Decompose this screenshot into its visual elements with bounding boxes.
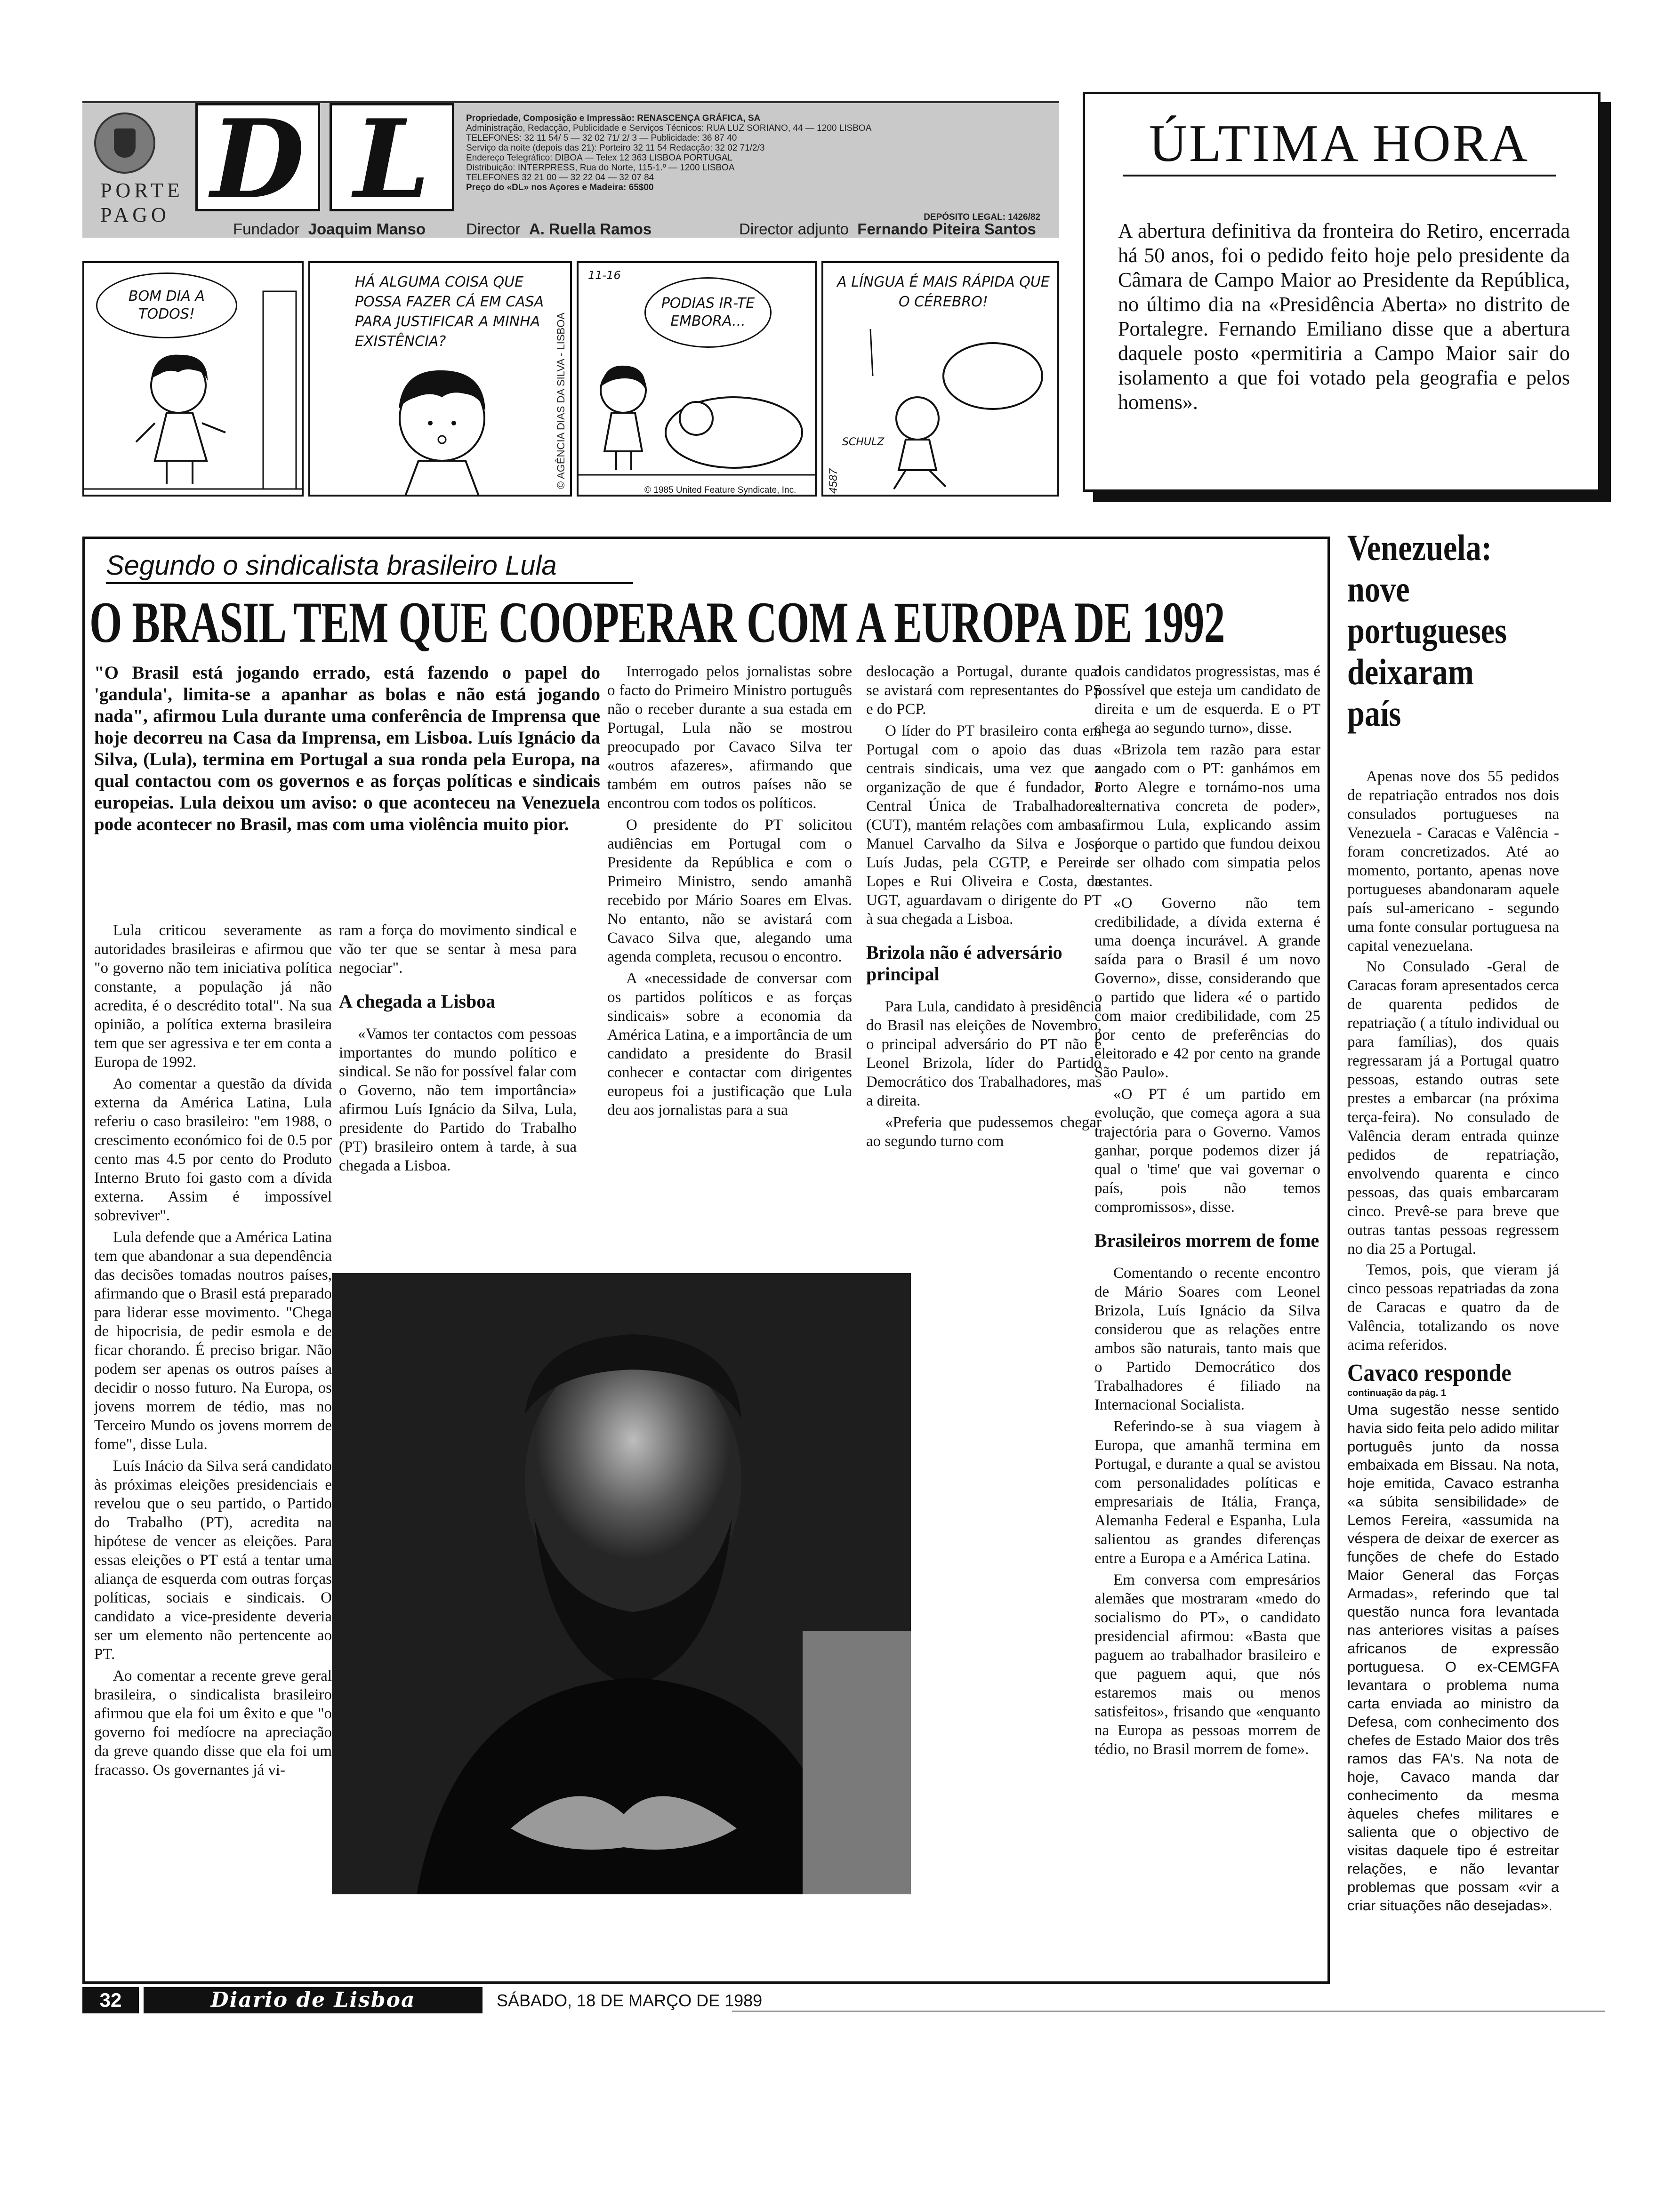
paragraph: ram a força do movimento sindical e vão ter que se sentar à mesa para negociar". (339, 922, 577, 977)
paragraph: Ao comentar a recente greve geral brasileira, o sindicalista brasileiro afirmou que ela foi um êxito e que "o governo foi medíocre na apreciação da greve quando disse que ela foi um fracasso. Os governantes já vi- (94, 1667, 332, 1779)
paragraph: dois candidatos progressistas, mas é possível que esteja um candidato de direita e um de esquerda. E o PT chega ao segundo turno», disse. (1094, 663, 1320, 737)
lucy-and-beanbag-icon (579, 263, 817, 497)
section-heading-chegada: A chegada a Lisboa (339, 991, 496, 1012)
section-heading-fome: Brasileiros morrem de fome (1094, 1230, 1319, 1251)
info-line: Endereço Telegráfico: DIBOA — Telex 12 363 LISBOA PORTUGAL (466, 153, 733, 163)
article-column-1 (94, 921, 332, 1782)
info-line: Administração, Redacção, Publicidade e Serviços Técnicos: RUA LUZ SORIANO, 44 — 1200 LISBOA (466, 123, 872, 133)
comic-code: 4587 (827, 468, 840, 494)
lucy-portrait-icon (310, 263, 572, 497)
continuation-note: continuação da pág. 1 (1347, 1388, 1447, 1398)
comic-panel-2 (308, 261, 572, 497)
coat-of-arms-icon (94, 112, 155, 174)
paragraph: «O PT é um partido em evolução, que começa agora a sua trajectória para o Governo. Vamos ganhar, porque podemos dizer já qual o 'time' que vai governar o país, pois não temos compromissos», disse. (1094, 1086, 1320, 1216)
speech-bubble: BOM DIA A TODOS! (96, 272, 237, 338)
cavaco-headline: Cavaco responde (1347, 1360, 1512, 1387)
page-number: 32 (82, 1987, 139, 2013)
paragraph: «Preferia que pudessemos chegar ao segundo turno com (866, 1114, 1102, 1150)
venezuela-paragraph: Apenas nove dos 55 pedidos de repatriação entrados nos dois consulados portugueses na Venezuela - Caracas e Valência - foram concretizados. Até ao momento, portanto, apenas nove portugueses abandonaram aquele país sul-americano - segundo uma fonte consular portuguesa na capital venezuelana. (1347, 768, 1559, 954)
info-line: Propriedade, Composição e Impressão: RENASCENÇA GRÁFICA, SA (466, 113, 761, 123)
paragraph: «Vamos ter contactos com pessoas importantes do mundo político e sindical. Se não for possível falar com o Governo, não tem importância» afirmou Luís Ignácio da Silva, Lula, presidente do Partido do Trabalho (PT) brasileiro ontem à tarde, à sua chegada a Lisboa. (339, 1026, 577, 1174)
paragraph: Comentando o recente encontro de Mário Soares com Leonel Brizola, Luís Ignácio da Silva considerou que as relações entre ambos são naturais, tanto mais que o Partido Democrático dos Trabalhadores é filiado na Internacional Socialista. (1094, 1265, 1320, 1413)
speech-text: A LÍNGUA É MAIS RÁPIDA QUE O CÉREBRO! (837, 274, 1050, 310)
section-heading-brizola: Brizola não é adversário principal (866, 942, 1062, 985)
article-column-3 (607, 662, 852, 1122)
cavaco-body: Uma sugestão nesse sentido havia sido feita pelo adido militar português junto da nossa embaixada em Bissau. Na nota, hoje emitida, Cavaco estranha «a súbita sensibilidade» de Lemos Fereira, «assumida na véspera de deixar de exercer as funções de chefe do Estado Maior General das Forças Armadas», referindo que tal questão nunca fora levantada nas anteriores visitas a países africanos de expressão portuguesa. O ex-CEMGFA levantara o problema numa carta enviada ao ministro da Defesa, com conhecimento dos chefes de Estado Maior dos três ramos das FA's. Na nota de hoje, Cavaco manda dar conhecimento da mesma àqueles chefes militares e salienta que o objectivo de visitas daquele tipo é estreitar relações, e não levantar problemas que possam «vir a criar situações não desejadas». (1347, 1402, 1559, 1914)
porte-pago-stamp: PORTE PAGO (100, 179, 184, 226)
article-kicker: Segundo o sindicalista brasileiro Lula (106, 549, 633, 584)
paragraph: O líder do PT brasileiro conta em Portugal com o apoio das duas centrais sindicais, uma vez que a organização de que é fundador, a Central Única de Trabalhadores (CUT), mantém relações com ambas. Manuel Carvalho da Silva e José Luís Judas, pela CGTP, e Pereira Lopes e Rui Oliveira e Costa, da UGT, aguardavam o dirigente do PT à sua chegada a Lisboa. (866, 722, 1102, 928)
paragraph: deslocação a Portugal, durante qual se avistará com representantes do PS e do PCP. (866, 663, 1102, 718)
portrait-photo-icon (332, 1273, 911, 1894)
main-article (82, 537, 1330, 1984)
article-column-5 (1094, 662, 1320, 1762)
comic-strip (82, 261, 1059, 499)
deposito-legal: DEPÓSITO LEGAL: 1426/82 (924, 212, 1040, 222)
article-headline: O BRASIL TEM QUE COOPERAR COM A EUROPA DE 1992 (89, 590, 1225, 655)
info-line: TELEFONES: 32 11 54/ 5 — 32 02 71/ 2/ 3 — Publicidade: 36 87 40 (466, 133, 737, 143)
article-column-4 (866, 662, 1102, 1154)
paragraph: A «necessidade de conversar com os partidos políticos e as forças sindicais» sobre a economia da América Latina, e a importância de um candidato a presidente do Brasil conhecer e contactar com dirigentes europeus foi a justificação que Lula deu aos jornalistas para a sua (607, 970, 852, 1119)
linus-running-icon (823, 263, 1059, 497)
lucy-figure-icon (84, 263, 304, 497)
paragraph: Interrogado pelos jornalistas sobre o facto do Primeiro Ministro português não o receber durante a sua estada em Portugal, Lula não se mostrou preocupado por Cavaco Silva ter «outros afazeres», afirmando que também em outros países não se encontrou com todos os políticos. (607, 663, 852, 812)
founder: Fundador Joaquim Manso (233, 220, 426, 238)
paragraph: Luís Inácio da Silva será candidato às próximas eleições presidenciais e revelou que o seu partido, o Partido do Trabalho (PT), acredita na hipótese de vencer as eleições. Para essas eleições o PT está a tentar uma aliança de esquerda com outras forças políticas, sociais e sindicais. O candidato a vice-presidente deveria ser um elemento não pertencente ao PT. (94, 1458, 332, 1663)
info-line: Serviço da noite (depois das 21): Porteiro 32 11 54 Redacção: 32 02 71/2/3 (466, 143, 765, 153)
speech-bubble: PODIAS IR-TE EMBORA... (644, 277, 772, 348)
comic-panel-3 (577, 261, 817, 497)
ultima-hora-body: A abertura definitiva da fronteira do Retiro, encerrada há 50 anos, foi o pedido feito hoje pelo presidente da Câmara de Campo Maior ao Presidente da República, no último dia na «Presidência Aberta» no distrito de Portalegre. Fernando Emiliano disse que a abertura daquele posto «permitiria a Campo Maior sair do isolamento a que foi votado pela geografia e pelos homens». (1118, 219, 1570, 414)
ultima-hora-box (1083, 92, 1601, 492)
info-line: Preço do «DL» nos Açores e Madeira: 65$00 (466, 183, 654, 192)
logo-letter-d: D (195, 103, 320, 211)
paragraph: Lula defende que a América Latina tem que abandonar a sua dependência das decisões tomadas noutros países, afirmando que o Brasil está preparado para liderar esse movimento. "Chega de hipocrisia, de pedir esmola e de ficar chorando. É preciso brigar. Não podem ser apenas os outros países a decidir o nosso futuro. Na Europa, os jovens morrem de tédio, mas no Terceiro Mundo os jovens morrem de fome", disse Lula. (94, 1229, 332, 1453)
deputy-director: Director adjunto Fernando Piteira Santos (739, 220, 1036, 238)
venezuela-paragraph: Temos, pois, que vieram já cinco pessoas repatriadas da zona de Caracas e quatro da de Valência, totalizando os nove acima referidos. (1347, 1261, 1559, 1354)
paragraph: Ao comentar a questão da dívida externa da América Latina, Lula referiu o caso brasileiro: "em 1988, o crescimento económico foi de 0.5 por cento mas 4.5 por cento do Produto Interno Bruto foi gasto com a dívida externa. Assim é impossível sobreviver". (94, 1075, 332, 1224)
article-lead: "O Brasil está jogando errado, está fazendo o papel do 'gandula', limita-se a apanhar as bolas e não está jogando nada", afirmou Lula durante uma conferência de Imprensa que hoje decorreu na Casa da Imprensa, em Lisboa. Luís Ignácio da Silva, (Lula), termina em Portugal a sua ronda pela Europa, na qual contactou com os governos e as forças políticas e sindicais europeias. Lula deixou um aviso: o que aconteceu na Venezuela pode acontecer no Brasil, mas com uma violência muito pior. (94, 663, 600, 834)
paragraph: Em conversa com empresários alemães que mostraram «medo do socialismo do PT», o candidato presidencial afirmou: «Basta que paguem ao trabalhador brasileiro e que paguem aqui, que nós estaremos mais ou menos satisfeitos», frisando que «enquanto na Europa as pessoas morrem de tédio, no Brasil morrem de fome». (1094, 1571, 1320, 1758)
paragraph: Lula criticou severamente as autoridades brasileiras e afirmou que "o governo não tem iniciativa política constante, a população já não acredita, é o descrédito total". Na sua opinião, a política externa brasileira tem que ser agressiva e ter em conta a Europa de 1992. (94, 922, 332, 1071)
paragraph: Referindo-se à sua viagem à Europa, que amanhã termina em Portugal, e durante a qual se avistou com personalidades políticas e empresariais de Itália, França, Alemanha Federal e Espanha, Lula salientou as grandes diferenças entre a Europa e a América Latina. (1094, 1418, 1320, 1567)
speech-text: HÁ ALGUMA COISA QUE POSSA FAZER CÁ EM CASA PARA JUSTIFICAR A MINHA EXISTÊNCIA? (355, 274, 544, 350)
article-column-2 (339, 921, 577, 1178)
agency-credit: © AGÊNCIA DIAS DA SILVA - LISBOA (555, 313, 567, 489)
venezuela-headline: Venezuela: nove portugueses deixaram país (1347, 527, 1507, 734)
lula-photo (332, 1273, 911, 1894)
paragraph: «Brizola tem razão para estar zangado com o PT: ganhámos em Porto Alegre e tornámo-nos uma alternativa concreta de poder», afirmou Lula, explicando assim porque o partido que fundou deixou de ser olhado com simpatia pelos restantes. (1094, 741, 1320, 890)
info-line: TELEFONES 32 21 00 — 32 22 04 — 32 07 84 (466, 173, 654, 183)
info-line: Distribuição: INTERPRESS, Rua do Norte, 115-1.º — 1200 LISBOA (466, 163, 735, 173)
paragraph: Para Lula, candidato à presidência do Brasil nas eleições de Novembro, o principal adversário do PT não é Leonel Brizola, líder do Partido Democrático dos Trabalhadores, mas a direita. (866, 998, 1102, 1109)
footer-rule (732, 2011, 1605, 2012)
newspaper-name: Diario de Lisboa (144, 1987, 483, 2013)
syndicate-copyright: © 1985 United Feature Syndicate, Inc. (644, 485, 796, 495)
director: Director A. Ruella Ramos (466, 220, 652, 238)
ultima-hora-title: ÚLTIMA HORA (1149, 114, 1530, 173)
right-column (1347, 527, 1559, 2010)
strip-date: 11-16 (588, 269, 621, 282)
publisher-info (466, 113, 1050, 222)
artist-signature: SCHULZ (842, 436, 885, 448)
venezuela-paragraph: No Consulado -Geral de Caracas foram apresentados cerca de quarenta pedidos de repatriação ( a título individual ou para famílias), dos quais regressaram já a Portugal quatro pessoas, estando outras sete prestes a embarcar (na próxima terça-feira). No consulado de Valência deram entrada quinze pedidos de repatriação, envolvendo quarenta e cinco pessoas, das quais embarcaram cinco. Prevê-se para breve que outras tantas pessoas regressem no dia 25 a Portugal. (1347, 958, 1559, 1258)
ultima-hora-title-wrap (1123, 111, 1556, 176)
staff-line (82, 218, 1059, 238)
comic-panel-4 (821, 261, 1059, 497)
page-footer (82, 1987, 1605, 2015)
masthead (82, 96, 1059, 238)
comic-panel-1 (82, 261, 304, 497)
paragraph: O presidente do PT solicitou audiências em Portugal com o Presidente da República e com o Primeiro Ministro, sendo amanhã recebido por Mário Soares em Elvas. No entanto, não se avistará com Cavaco Silva que, alegando uma agenda completa, recusou o encontro. (607, 817, 852, 965)
logo-letter-l: L (330, 103, 454, 211)
paragraph: «O Governo não tem credibilidade, a dívida externa é uma doença incurável. A grande saída para o Brasil é um novo Governo», disse, considerando que o partido que lidera «é o partido com maior credibilidade, com 25 por cento de preferências do eleitorado e 42 por cento na grande São Paulo». (1094, 895, 1320, 1081)
issue-date: SÁBADO, 18 DE MARÇO DE 1989 (497, 1991, 763, 2010)
